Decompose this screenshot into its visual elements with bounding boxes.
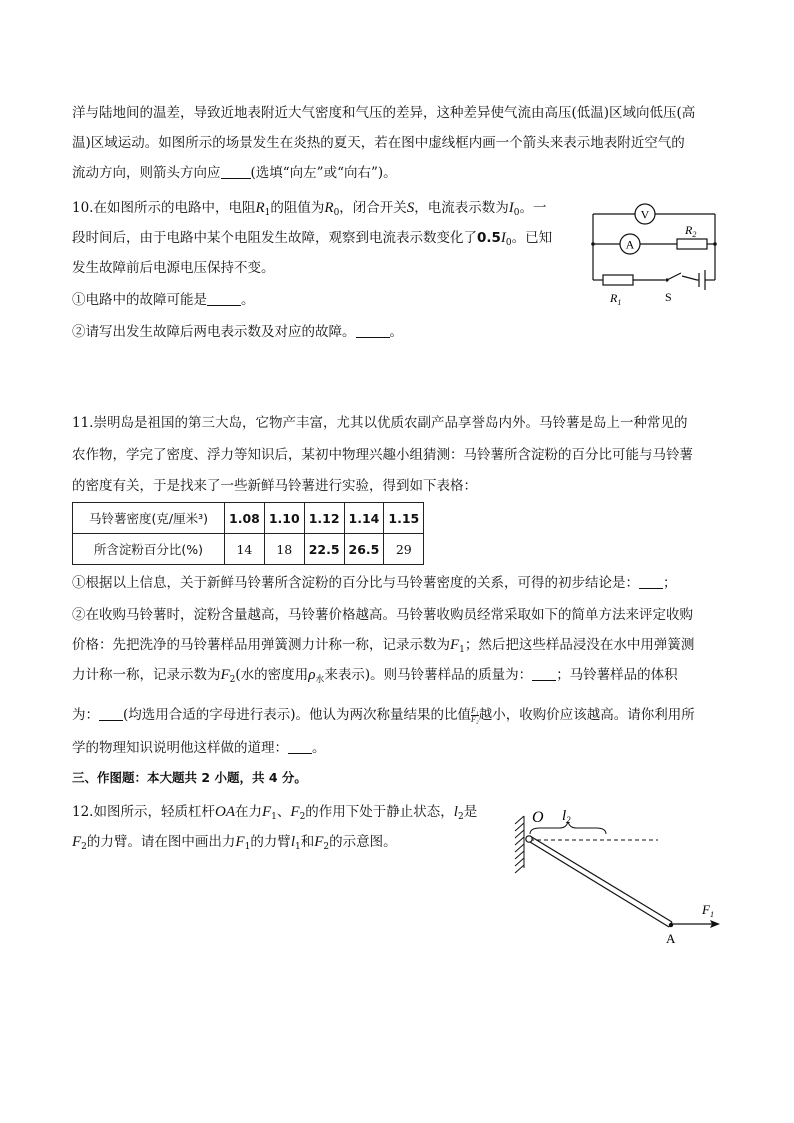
q11-sub1-text: ①根据以上信息，关于新鲜马铃薯所含淀粉的百分比与马铃薯密度的关系，可得的初步结论是：: [72, 575, 639, 591]
q11-var-f1-sub: 1: [459, 645, 465, 655]
q11-var-f2-sub: 2: [229, 675, 236, 685]
ammeter-label: A: [625, 237, 635, 252]
q10-var-r1: R: [255, 200, 265, 216]
wall-icon: [515, 816, 524, 873]
q11-sub2-text-1: ②在收购马铃薯时，淀粉含量越高，马铃薯价格越高。马铃薯收购员经常采取如下的简单方法来评定收购: [72, 607, 693, 623]
q12-var-f2c: F: [314, 834, 324, 850]
q12-var-l2-sub: 2: [457, 812, 464, 822]
q11-sub2-line-5: [72, 738, 326, 758]
q12-var-f1b: F: [235, 834, 245, 850]
q12-var-f1-sub: 1: [271, 812, 277, 822]
section-heading: [72, 768, 307, 788]
table-header-starch: 所含淀粉百分比(%): [73, 534, 225, 565]
label-a: A: [666, 931, 676, 946]
q11-mass-blank[interactable]: [532, 666, 556, 681]
q10-line-1: [72, 198, 547, 223]
q10-sub1-end: 。: [241, 292, 255, 308]
section-mid: 小题，共: [214, 770, 265, 785]
q9-text-3b: (选填“向左”或“向右”)。: [250, 165, 397, 181]
q9-line-3: [72, 163, 397, 183]
q12-text-1d: 是: [463, 804, 478, 820]
section-label: 三、作图题：本大题共: [72, 770, 198, 785]
q12-var-f1b-sub: 1: [244, 842, 251, 852]
q12-text-1b: 在力: [234, 804, 262, 820]
q12-var-f2b-sub: 2: [81, 842, 87, 852]
q10-sub2-blank[interactable]: [356, 323, 390, 338]
q11-sub1-end: ；: [663, 575, 677, 591]
q9-text-3a: 流动方向，则箭头方向应: [72, 165, 221, 181]
q11-sub1-blank[interactable]: [639, 574, 663, 589]
q11-volume-blank[interactable]: [99, 706, 123, 721]
section-end: 分。: [281, 770, 307, 785]
q11-sub2-line-4: [72, 705, 695, 725]
q11-sub2-text-2a: 价格：先把洗净的马铃薯样品用弹簧测力计称一称，记录示数为: [72, 637, 450, 653]
q10-text-1a: 10.在如图所示的电路中，电阻: [72, 200, 256, 216]
q11-line-3: [72, 476, 477, 496]
q11-sub2-text-3d: ；马铃薯样品的体积: [556, 667, 678, 683]
q11-sub2-text-4a: 为：: [72, 707, 99, 723]
table-cell: 22.5: [304, 534, 344, 565]
q10-var-r0: R: [324, 200, 334, 216]
q10-text-1c: ，闭合开关: [339, 200, 407, 216]
q12-text-2a: 的力臂。请在图中画出力: [86, 834, 236, 850]
q9-line-2: [72, 133, 685, 153]
q10-sub1-text: ①电路中的故障可能是: [72, 292, 207, 308]
q11-sub-1: [72, 573, 677, 593]
table-header-density: 马铃薯密度(克/厘米³): [73, 503, 225, 534]
q11-line-1: [72, 413, 687, 433]
table-cell: 1.10: [264, 503, 304, 534]
q11-sub2-text-4b: (均选用合适的字母进行表示)。他认为两次称量结果的比值: [123, 707, 472, 723]
q10-var-i0: I: [508, 200, 514, 216]
q11-var-rho-sub: 水: [315, 675, 325, 685]
table-cell: 1.12: [304, 503, 344, 534]
q12-sep: 、: [276, 804, 291, 820]
voltmeter-label: V: [640, 207, 650, 222]
q11-sub2-text-3c: 来表示)。则马铃薯样品的质量为：: [324, 667, 533, 683]
q11-sub2-text-3b: (水的密度用: [235, 667, 309, 683]
q10-text-2a: 段时间后，由于电路中某个电阻发生故障，观察到电流表示数变化了: [72, 230, 477, 246]
q9-text-1: 洋与陆地间的温差，导致近地表附近大气密度和气压的差异，这种差异使气流由高压(低温)区域向低压(高: [72, 105, 696, 121]
q11-sub2-text-2b: ；然后把这些样品浸没在水中用弹簧测: [464, 637, 695, 653]
q12-var-f1: F: [261, 804, 272, 820]
r2-label: $R_2$: [685, 223, 697, 239]
q10-text-1d: ，电流表示数为: [414, 200, 509, 216]
table-cell: 1.15: [384, 503, 424, 534]
q12-var-l1: l: [290, 834, 295, 850]
q10-text-2b: 。已知: [511, 230, 553, 246]
q11-text-2: 农作物，学完了密度、浮力等知识后，某初中物理兴趣小组猜测：马铃薯所含淀粉的百分比可能与马铃薯: [72, 447, 693, 463]
q12-lever-diagram: [510, 798, 735, 948]
q10-sub-2: [72, 322, 403, 342]
table-row: [73, 503, 424, 534]
q10-var-r0-sub: 0: [333, 208, 340, 218]
q10-sub2-end: 。: [389, 324, 403, 340]
q10-line-3: [72, 258, 275, 278]
table-cell: 26.5: [344, 534, 384, 565]
q12-line-2: [72, 832, 397, 857]
q11-sub2-line-2: [72, 635, 694, 660]
q12-var-f2-sub: 2: [299, 812, 306, 822]
label-o: O: [532, 809, 544, 826]
resistor-r2-icon: [677, 239, 707, 249]
q10-half: 0.5: [477, 230, 501, 246]
fraction-denominator: F₂: [471, 715, 479, 724]
resistor-r1-icon: [603, 275, 633, 285]
table-row: [73, 534, 424, 565]
q11-var-f1: F: [450, 637, 460, 653]
q11-sub2-text-4c: 越小，收购价应该越高。请你利用所: [478, 707, 695, 723]
q10-line-2: [72, 228, 552, 253]
q10-sub-1: [72, 290, 255, 310]
q11-sub2-line-3: [72, 665, 678, 690]
label-f1: $F_1$: [702, 902, 714, 919]
q12-text-2c: 和: [300, 834, 315, 850]
q11-ratio-fraction: [471, 707, 479, 724]
q10-text-1b: 的阻值为: [270, 200, 325, 216]
q10-sub1-blank[interactable]: [207, 291, 241, 306]
q10-var-i0b-sub: 0: [505, 238, 512, 248]
q12-text-1c: 的作用下处于静止状态，: [305, 804, 454, 820]
q10-var-i0b: I: [500, 230, 506, 246]
q11-sub2-text-5a: 学的物理知识说明他这样做的道理：: [72, 740, 288, 756]
q12-var-l2: l: [453, 804, 458, 820]
q12-var-f2b: F: [72, 834, 82, 850]
label-l2: $l_2$: [562, 808, 571, 825]
q11-sub2-line-1: [72, 605, 693, 625]
fraction-numerator: F₁: [471, 706, 479, 715]
q11-text-1: 11.崇明岛是祖国的第三大岛，它物产丰富，尤其以优质农副产品享誉岛内外。马铃薯是岛上一种常见的: [72, 415, 688, 431]
table-cell: 18: [264, 534, 304, 565]
q10-text-1e: 。一: [519, 200, 547, 216]
pivot-icon: [526, 836, 532, 842]
q12-var-f2c-sub: 2: [323, 842, 330, 852]
q10-circuit-diagram: [585, 198, 725, 310]
q12-var-oa: OA: [214, 804, 235, 820]
q12-line-1: [72, 802, 477, 827]
q11-var-rho: ρ: [308, 667, 316, 683]
table-cell: 29: [384, 534, 424, 565]
table-cell: 1.14: [344, 503, 384, 534]
density-starch-table: [72, 502, 424, 565]
q10-var-i0-sub: 0: [513, 208, 520, 218]
q10-var-r1-sub: 1: [264, 208, 271, 218]
q9-text-2: 温)区域运动。如图所示的场景发生在炎热的夏天，若在图中虚线框内画一个箭头来表示地表附近空气的: [72, 135, 685, 151]
q12-var-l1-sub: 1: [294, 842, 301, 852]
q11-var-f2: F: [220, 667, 230, 683]
table-cell: 1.08: [225, 503, 265, 534]
q11-sub2-text-5b: 。: [312, 740, 326, 756]
section-score: 4: [268, 770, 278, 785]
q11-line-2: [72, 445, 693, 465]
q12-text-2b: 的力臂: [250, 834, 291, 850]
q10-sub2-text: ②请写出发生故障后两电表示数及对应的故障。: [72, 324, 356, 340]
q12-var-f2: F: [290, 804, 300, 820]
switch-label: S: [665, 290, 672, 304]
q12-text-1a: 12.如图所示，轻质杠杆: [72, 804, 215, 820]
table-cell: 14: [225, 534, 265, 565]
q11-sub2-text-3a: 力计称一称，记录示数为: [72, 667, 221, 683]
q12-text-2d: 的示意图。: [329, 834, 397, 850]
q11-reason-blank[interactable]: [288, 739, 312, 754]
q9-line-1: [72, 103, 695, 123]
q9-answer-blank[interactable]: [221, 164, 251, 179]
q11-text-3: 的密度有关，于是找来了一些新鲜马铃薯进行实验，得到如下表格：: [72, 478, 477, 494]
q10-var-s: S: [406, 200, 415, 216]
section-count: 2: [201, 770, 211, 785]
r1-label: $R_1$: [610, 291, 622, 307]
q10-text-3: 发生故障前后电源电压保持不变。: [72, 260, 275, 276]
